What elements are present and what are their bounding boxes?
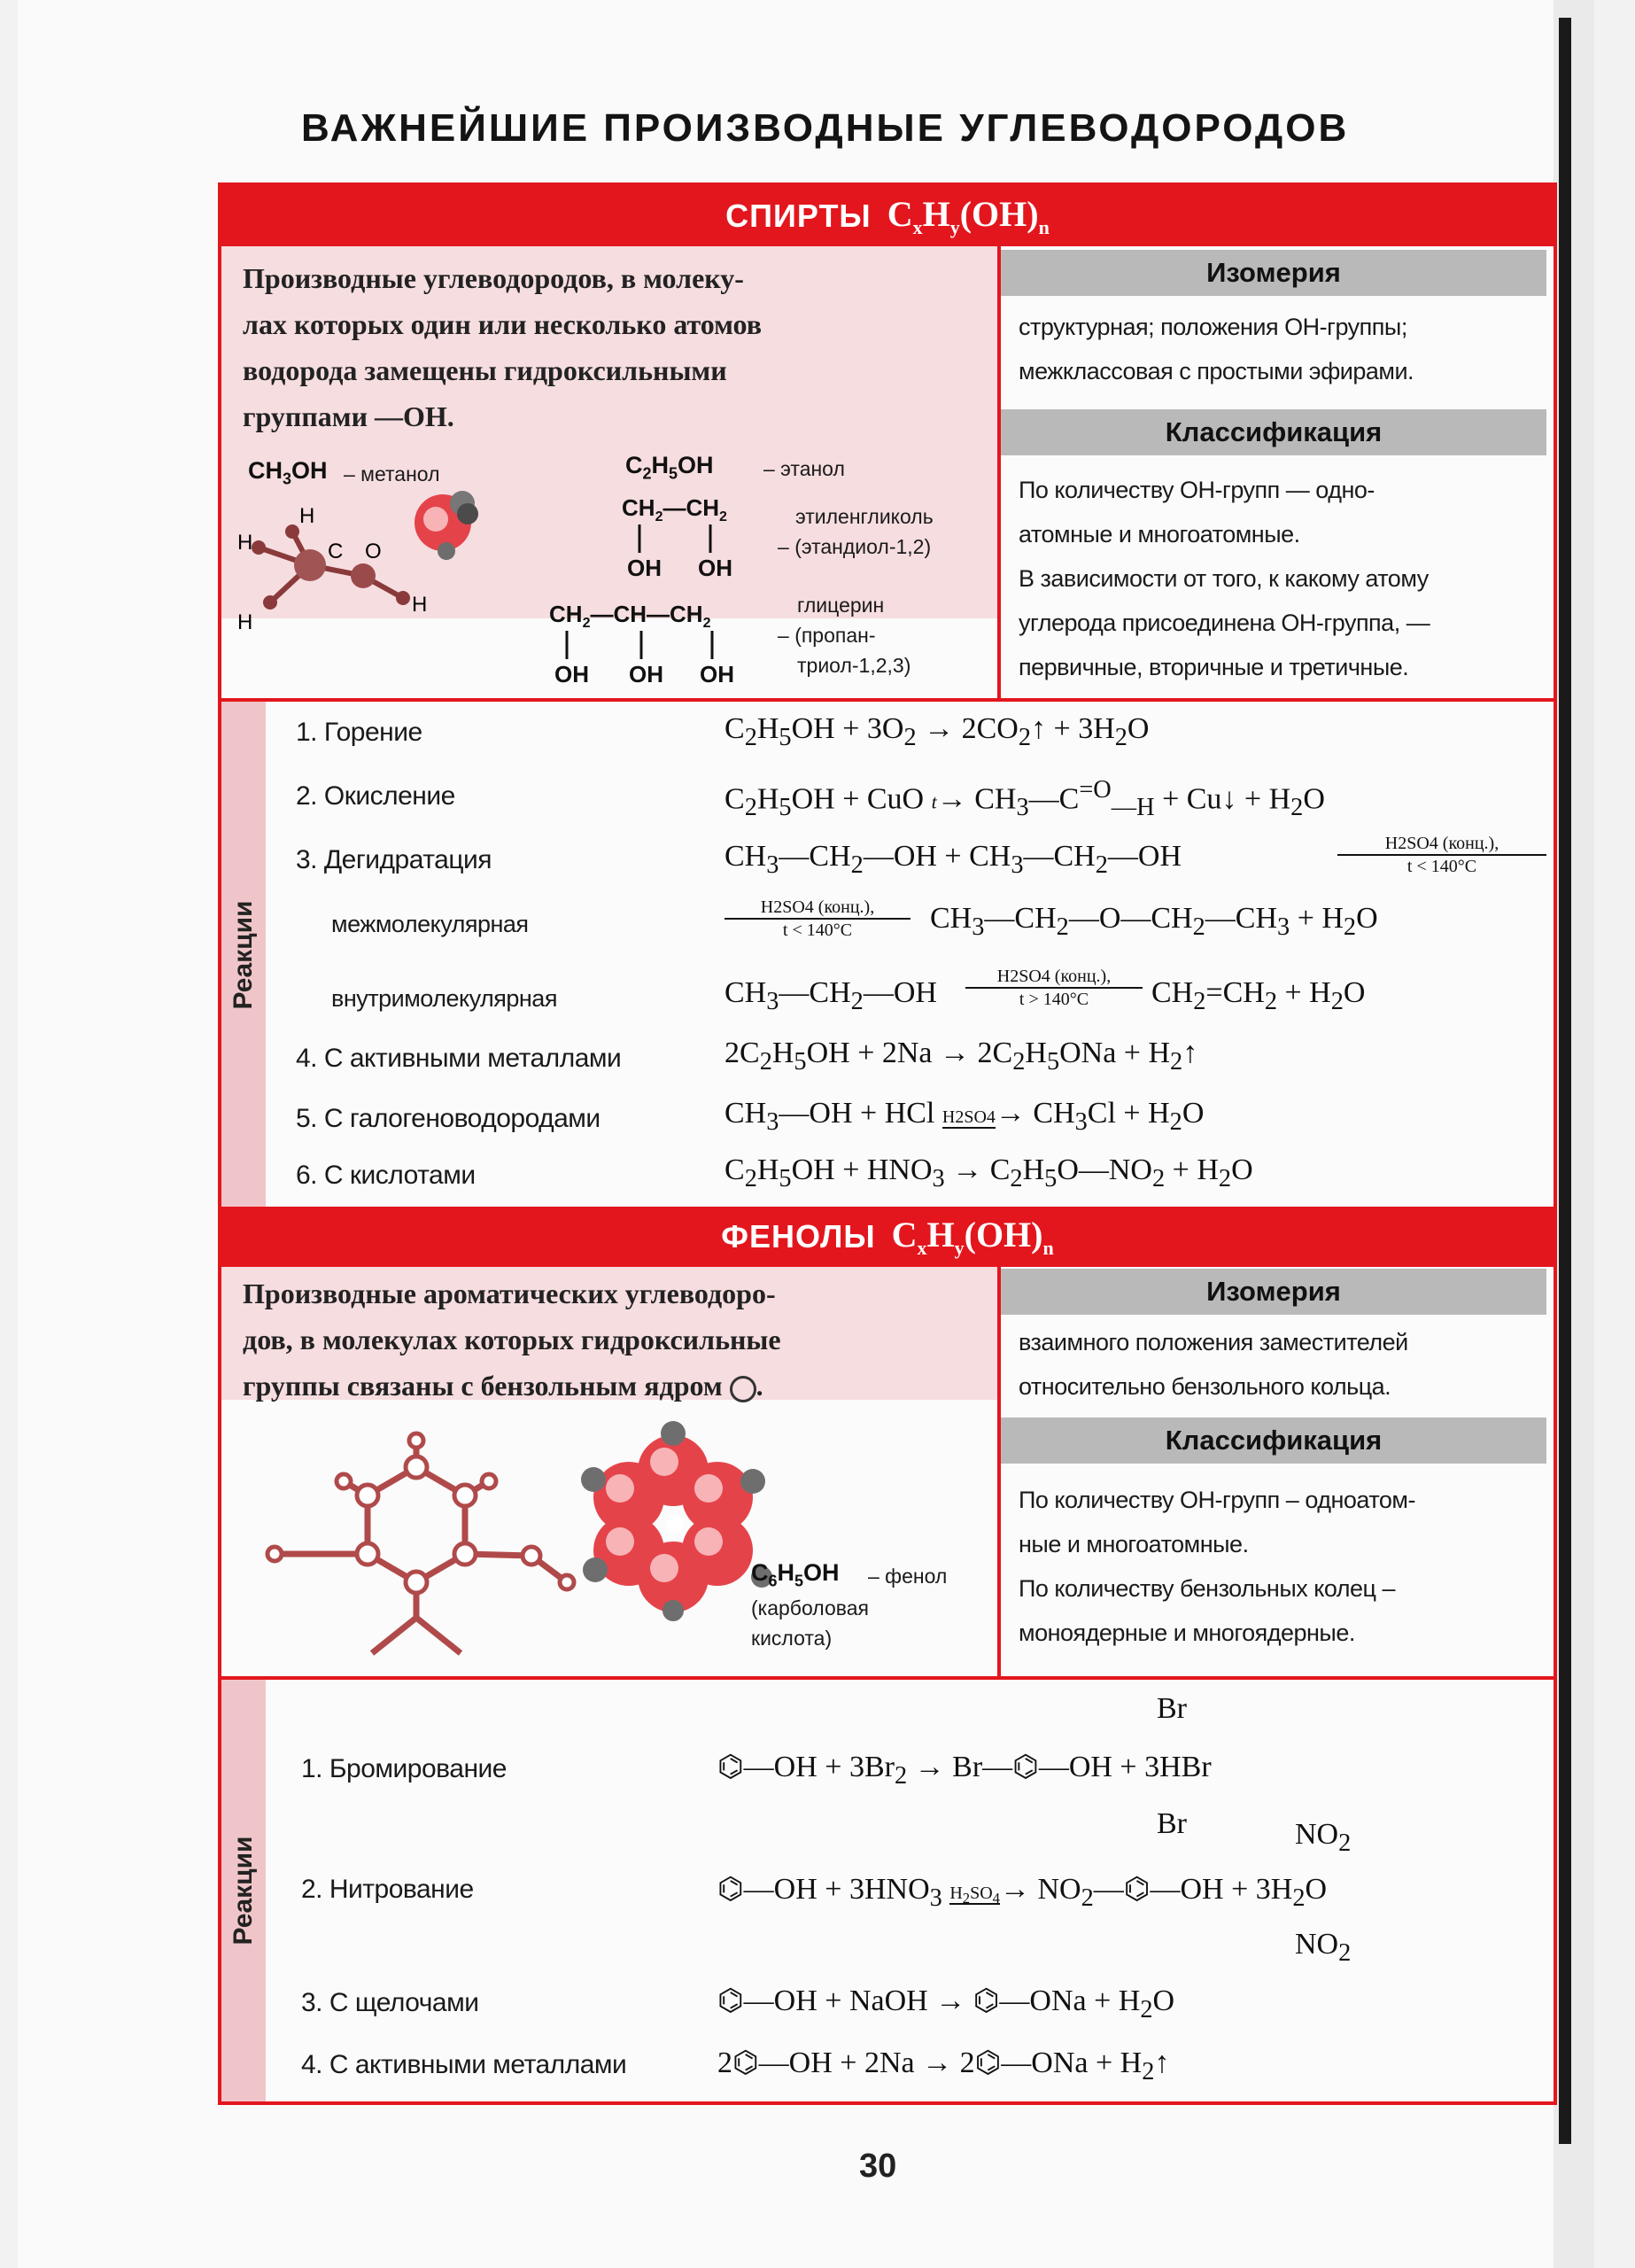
alcohols-definition-line: водорода замещены гидроксильными	[243, 354, 727, 386]
alcohols-reactions-divider	[221, 698, 1554, 702]
phenols-isomerism-line: взаимного положения заместителей	[1019, 1329, 1408, 1355]
reaction-combustion-name: 1. Горение	[296, 718, 422, 747]
ethanol-formula: $C_2H_5OH$	[625, 452, 714, 483]
methanol-name: – метанол	[344, 462, 440, 485]
methanol-molecule-model	[230, 487, 585, 647]
phenols-isomerism-title: Изомерия	[1001, 1269, 1546, 1315]
ethanol-name: – этанол	[763, 457, 845, 480]
glycol-alt-name: – (этандиол-1,2)	[778, 535, 932, 558]
reaction-combustion-eq: $C_2H_5OH + 3O_2$ → $2CO_2↑ + 3H_2O$	[725, 712, 1150, 751]
phenols-classification-line: моноядерные и многоядерные.	[1019, 1619, 1355, 1646]
phenols-classification-title: Классификация	[1001, 1418, 1546, 1464]
glycol-name: этиленгликоль	[795, 505, 934, 528]
svg-text:CH2—CH—CH2: $CH_2—CH—CH_2$	[549, 601, 711, 631]
phenol-space-filling-model	[576, 1418, 788, 1621]
alcohols-definition	[243, 255, 987, 439]
alcohols-definition-line: Производные углеводородов, в молеку-	[243, 262, 744, 294]
alcohols-isomerism-title: Изомерия	[1001, 250, 1546, 296]
glycerol-alt-name-1: – (пропан-	[778, 624, 876, 647]
alcohols-column-divider	[997, 246, 1001, 698]
phenols-classification-line: По количеству OH-групп – одноатом-	[1019, 1487, 1415, 1513]
reaction-halides-eq: $CH_3—OH$ + HCl $H2SO4\to CH_3Cl + H_2O$	[725, 1097, 1205, 1136]
reaction-dehydration-eq: $CH_3—CH_2—OH$ + $CH_3—CH_2—OH$	[725, 840, 1182, 879]
alcohols-reactions-tab	[221, 702, 266, 1208]
phenols-definition-line: группы связаны с бензольным ядром .	[243, 1370, 763, 1402]
reaction-intermolecular-name: межмолекулярная	[331, 911, 529, 937]
phenol-metals-name: 4. С активными металлами	[301, 2050, 627, 2079]
phenols-isomerism-line: относительно бензольного кольца.	[1019, 1373, 1391, 1400]
reaction-halides-name: 5. С галогеноводородами	[296, 1104, 601, 1133]
alcohols-classification-line: углерода присоединена OH-группа, —	[1019, 610, 1430, 636]
phenols-reactions-label: Реакции	[229, 1836, 258, 1946]
reaction-acids-name: 6. С кислотами	[296, 1161, 476, 1190]
glycerol-alt-name-2: триол-1,2,3)	[797, 654, 911, 677]
page-title: ВАЖНЕЙШИЕ ПРОИЗВОДНЫЕ УГЛЕВОДОРОДОВ	[301, 106, 1350, 150]
alcohols-definition-line: лах которых один или несколько атомов	[243, 308, 763, 340]
alcohols-definition-line: группами —OH.	[243, 400, 454, 432]
benzene-ring-icon	[730, 1376, 756, 1402]
phenol-bromination-name: 1. Бромирование	[301, 1754, 507, 1783]
glycerol-name: глицерин	[797, 594, 885, 617]
alcohols-header	[221, 186, 1554, 246]
reaction-intramolecular-product: $CH_2=CH_2 + H_2O$	[1151, 976, 1366, 1015]
alcohols-classification-line: По количеству OH-групп — одно-	[1019, 477, 1375, 503]
svg-text:O: O	[365, 540, 382, 563]
reaction-intramolecular-name: внутримолекулярная	[331, 985, 557, 1012]
phenols-classification-text	[1019, 1478, 1541, 1655]
phenol-bromination-eq: ⌬—OH + $3Br_2$ → Br—⌬—OH + 3HBr	[717, 1751, 1212, 1790]
phenols-title: ФЕНОЛЫ	[721, 1218, 876, 1254]
phenol-alkali-eq: ⌬—OH + NaOH → ⌬—ONa + $H_2O$	[717, 1984, 1175, 2023]
alcohols-classification-line: первичные, вторичные и третичные.	[1019, 654, 1409, 680]
svg-text:H: H	[237, 610, 253, 634]
content-sheet	[218, 183, 1557, 2105]
intermolecular-conditions: H2SO4 (конц.), t < 140°C	[725, 897, 910, 941]
phenols-isomerism-text	[1019, 1320, 1541, 1409]
alcohols-classification-title: Классификация	[1001, 409, 1546, 455]
svg-text:OH: OH	[698, 555, 732, 581]
svg-text:C: C	[328, 540, 344, 563]
phenol-skeletal-model	[239, 1423, 611, 1689]
phenol-alt-name-1: (карболовая	[751, 1596, 869, 1619]
bromination-top-substituent: Br	[1157, 1692, 1187, 1725]
alcohols-isomerism-line: структурная; положения OH-группы;	[1019, 314, 1407, 340]
phenols-reactions-tab	[221, 1680, 266, 2101]
phenol-alt-name-2: кислота)	[751, 1627, 833, 1650]
reaction-metals-eq: $2C_2H_5OH + 2Na \to 2C_2H_5ONa$ + $H_2↑$	[725, 1037, 1198, 1076]
alcohols-isomerism-text	[1019, 305, 1541, 393]
page-number: 30	[859, 2148, 897, 2185]
nitration-bottom-substituent: $NO_2$	[1295, 1928, 1352, 1967]
svg-text:CH2—CH2: $CH_2—CH_2$	[622, 494, 727, 524]
svg-text:H: H	[237, 531, 253, 555]
methanol-formula: $CH_3OH$	[248, 457, 328, 488]
phenols-definition-line: Производные ароматических углеводоро-	[243, 1278, 776, 1309]
reaction-metals-name: 4. С активными металлами	[296, 1044, 622, 1073]
phenols-classification-line: ные и многоатомные.	[1019, 1531, 1249, 1557]
svg-text:H: H	[412, 593, 428, 617]
phenols-definition	[243, 1270, 987, 1409]
phenols-classification-line: По количеству бензольных колец –	[1019, 1575, 1396, 1602]
phenols-reactions-divider	[221, 1676, 1554, 1680]
alcohols-isomerism-line: межклассовая с простыми эфирами.	[1019, 358, 1414, 384]
phenol-nitration-eq: ⌬—OH + $3HNO_3$ $H_2SO_4\to$ $NO_2—⌬—OH + 3H_2O$	[717, 1873, 1328, 1912]
svg-text:OH: OH	[627, 555, 662, 581]
svg-text:OH: OH	[554, 661, 589, 686]
intramolecular-conditions: H2SO4 (конц.), t > 140°C	[965, 966, 1143, 1010]
reaction-oxidation-eq: $C_2H_5OH$ + CuO $t\to CH_3—C^{=O}_{—H}$ + Cu↓ + $H_2O$	[725, 776, 1325, 822]
phenols-header	[221, 1207, 1554, 1267]
alcohols-classification-text	[1019, 468, 1541, 689]
dehydration-conditions: H2SO4 (конц.), t < 140°C	[1337, 833, 1546, 877]
alcohols-classification-line: атомные и многоатомные.	[1019, 521, 1300, 548]
bromination-bottom-substituent: Br	[1157, 1807, 1187, 1840]
polyol-structures	[540, 491, 806, 686]
textbook-page	[18, 0, 1594, 2268]
phenols-definition-line: дов, в молекулах которых гидроксильные	[243, 1324, 781, 1355]
reaction-intramolecular-eq: $CH_3—CH_2—OH$	[725, 976, 937, 1015]
reaction-acids-eq: $C_2H_5OH + HNO_3$ → $C_2H_5O—NO_2 + H_2O$	[725, 1153, 1253, 1192]
alcohols-classification-line: В зависимости от того, к какому атому	[1019, 565, 1429, 592]
svg-text:H: H	[299, 504, 315, 528]
alcohols-reactions-label: Реакции	[229, 900, 258, 1010]
reaction-intermolecular-eq: $CH_3—CH_2—O—CH_2—CH_3 + H_2O$	[930, 902, 1378, 941]
phenol-metals-eq: 2⌬—OH + 2Na → 2⌬—ONa + $H_2↑$	[717, 2047, 1170, 2085]
reaction-dehydration-name: 3. Дегидратация	[296, 845, 492, 874]
alcohols-general-formula: $C_xH_y(OH)_n$	[887, 194, 1050, 238]
alcohols-title: СПИРТЫ	[725, 198, 872, 234]
phenol-nitration-name: 2. Нитрование	[301, 1875, 474, 1904]
nitration-top-substituent: $NO_2$	[1295, 1818, 1352, 1857]
reaction-oxidation-name: 2. Окисление	[296, 781, 455, 811]
phenols-general-formula: $C_xH_y(OH)_n$	[891, 1215, 1054, 1259]
svg-text:OH: OH	[700, 661, 734, 686]
page-spine	[1554, 0, 1594, 2268]
phenol-formula: $C_6H_5OH$	[751, 1559, 840, 1590]
svg-text:OH: OH	[629, 661, 663, 686]
phenols-column-divider	[997, 1267, 1001, 1676]
phenol-alkali-name: 3. С щелочами	[301, 1988, 479, 2017]
phenol-name: – фенол	[868, 1565, 948, 1588]
